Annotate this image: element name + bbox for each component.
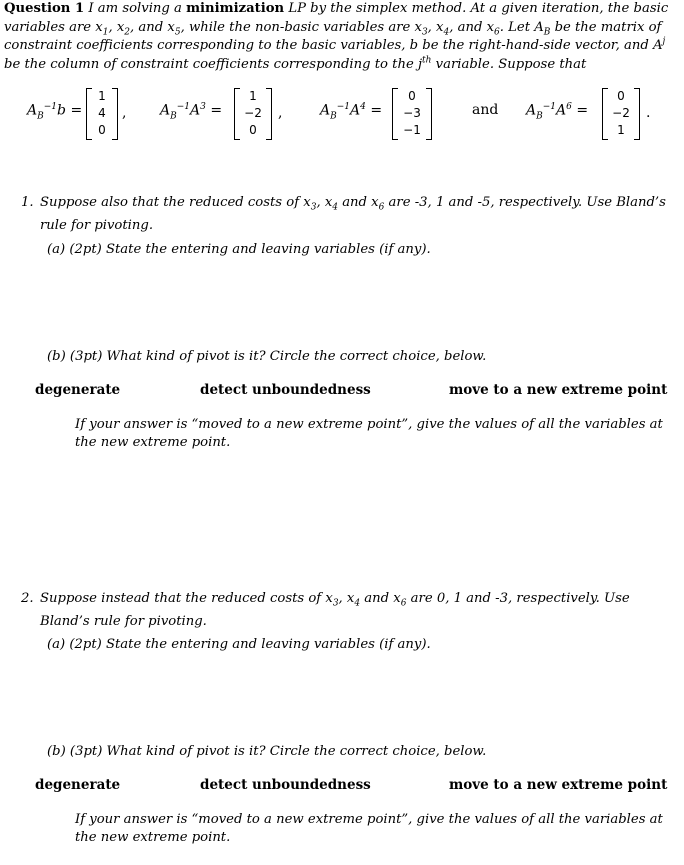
part2-choice-degenerate[interactable]: degenerate [35, 777, 121, 793]
eq1-matrix: 1 4 0 [86, 88, 118, 140]
part1-choice-unbounded[interactable]: detect unboundedness [200, 382, 371, 398]
eq2-lhs: $A_B^{-1}A^3$ = [160, 102, 223, 122]
minimization-term: minimization [186, 1, 285, 16]
part2-text: Suppose instead that the reduced costs of $x_3$, $x_4$ and $x_6$ are 0, 1 and -3, respectively. Use Bland’s rule for pivoting. [40, 591, 630, 629]
equation-row: $A_B^{-1}b$ = 1 4 0 , $A_B^{-1}A^3$ = 1 −2 0 , $A_B^{-1}A^4$ = 0 −3 −1 and $A_B^{-1}A^6$ = 0 −2 1 . [0, 86, 684, 144]
part2-number: 2. [21, 591, 34, 606]
eq3-lhs: $A_B^{-1}A^4$ = [320, 102, 383, 122]
part1-b: (b) (3pt) What kind of pivot is it? Circle the correct choice, below. [47, 349, 487, 364]
question-intro: Question 1 I am solving a minimization LP by the simplex method. At a given iteration, the basic variables are $x_1$, $x_2$, and $x_5$, while the non-basic variables are $x_3$, $x_4$, and $x_6$. Let $A_B$ be the matrix of constraint coefficients corresponding to the basic variables, b be the right-hand-side vector, and $A^j$ be the column of constraint coefficients corresponding to the $j^{th}$ variable. Suppose that [4, 1, 669, 72]
part2-b: (b) (3pt) What kind of pivot is it? Circle the correct choice, below. [47, 744, 487, 759]
eq3-matrix: 0 −3 −1 [392, 88, 432, 140]
part1-number: 1. [21, 195, 34, 210]
and-word: and [472, 102, 499, 118]
part2-choice-extreme-point[interactable]: move to a new extreme point [449, 777, 668, 793]
part1-text: Suppose also that the reduced costs of $x_3$, $x_4$ and $x_6$ are -3, 1 and -5, respectively. Use Bland’s rule for pivoting. [40, 195, 666, 233]
part1-choice-extreme-point[interactable]: move to a new extreme point [449, 382, 668, 398]
part1-followup: If your answer is “moved to a new extreme point”, give the values of all the variables at the new extreme point. [75, 417, 663, 450]
eq1-lhs: $A_B^{-1}b$ = [27, 102, 83, 122]
eq4-matrix: 0 −2 1 [602, 88, 640, 140]
part2-followup: If your answer is “moved to a new extreme point”, give the values of all the variables at the new extreme point. [75, 812, 663, 845]
part1-choice-degenerate[interactable]: degenerate [35, 382, 121, 398]
part1-a: (a) (2pt) State the entering and leaving variables (if any). [47, 242, 431, 257]
eq4-lhs: $A_B^{-1}A^6$ = [526, 102, 589, 122]
question-label: Question 1 [4, 1, 85, 16]
part2-a: (a) (2pt) State the entering and leaving variables (if any). [47, 637, 431, 652]
part2-choice-unbounded[interactable]: detect unboundedness [200, 777, 371, 793]
eq2-matrix: 1 −2 0 [234, 88, 272, 140]
